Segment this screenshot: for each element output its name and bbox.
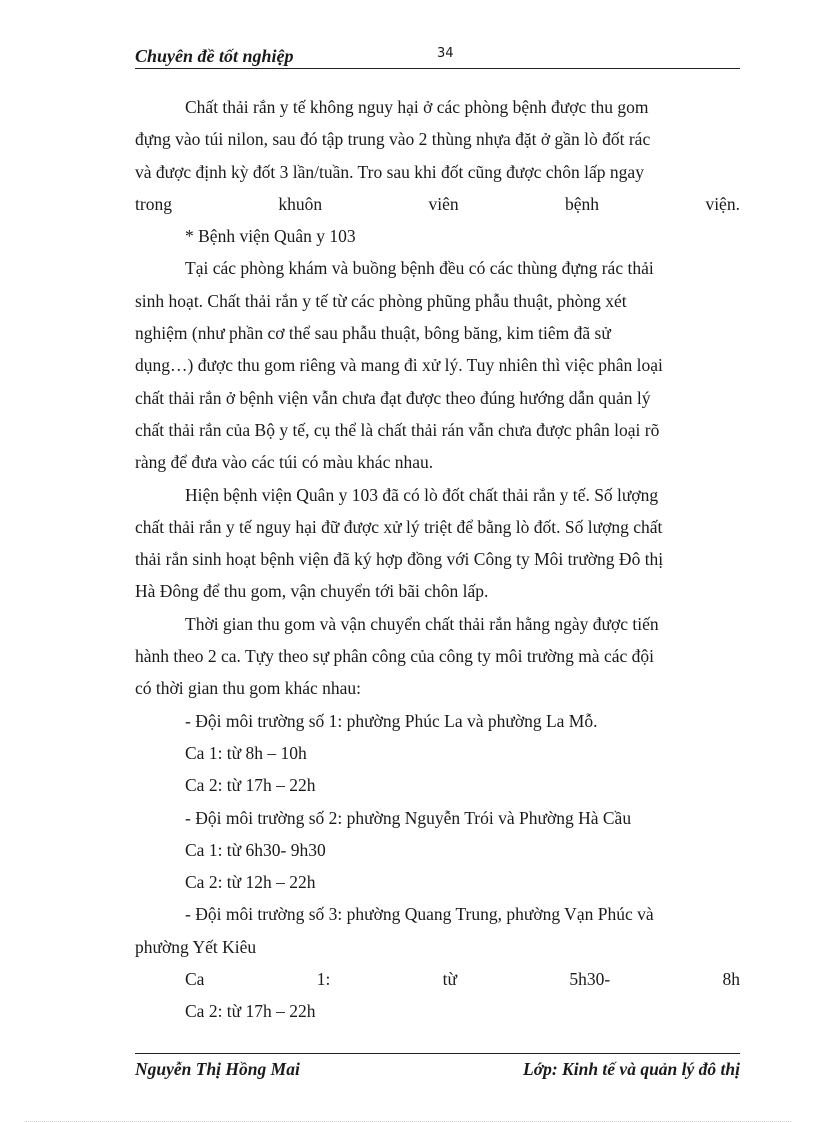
- section-heading: * Bệnh viện Quân y 103: [185, 226, 356, 247]
- word: Ca: [185, 969, 205, 990]
- shift-line: Ca 1: từ 6h30- 9h30: [185, 839, 326, 860]
- shift-line: Ca 2: từ 17h – 22h: [185, 1001, 316, 1022]
- text-line: nghiệm (như phần cơ thể sau phẫu thuật, bông băng, kim tiêm đã sử: [135, 323, 611, 344]
- page-footer: [135, 1053, 740, 1082]
- page-number: 34: [437, 46, 454, 61]
- team-2-line: - Đội môi trường số 2: phường Nguyễn Trói và Phường Hà Cầu: [185, 807, 632, 828]
- team-3-line: - Đội môi trường số 3: phường Quang Trung, phường Vạn Phúc và: [185, 904, 654, 925]
- text-line: hành theo 2 ca. Tựy theo sự phân công của công ty môi trường mà các đội: [135, 646, 654, 667]
- word: 5h30-: [569, 969, 611, 990]
- body-text: [135, 91, 740, 1028]
- text-line: chất thải rắn y tế nguy hại đữ được xử lý triệt để bằng lò đốt. Số lượng chất: [135, 516, 663, 537]
- text-line: Thời gian thu gom và vận chuyển chất thải rắn hằng ngày được tiến: [185, 613, 659, 634]
- shift-line: Ca 2: từ 17h – 22h: [185, 775, 316, 796]
- text-line: và được định kỳ đốt 3 lần/tuần. Tro sau khi đốt cũng được chôn lấp ngay: [135, 161, 644, 182]
- word: 8h: [722, 969, 740, 990]
- page-header: [135, 44, 740, 69]
- author-name: Nguyễn Thị Hồng Mai: [135, 1059, 300, 1079]
- class-label: Lớp: Kinh tế và quản lý đô thị: [523, 1059, 740, 1079]
- justified-line: [135, 188, 740, 220]
- text-line: có thời gian thu gom khác nhau:: [135, 678, 362, 699]
- team-1-line: - Đội môi trường số 1: phường Phúc La và phường La Mỗ.: [185, 710, 598, 731]
- text-line: Hiện bệnh viện Quân y 103 đã có lò đốt chất thải rắn y tế. Số lượng: [185, 484, 659, 505]
- shift-line: Ca 2: từ 12h – 22h: [185, 872, 316, 893]
- text-line: chất thải rắn ở bệnh viện vẫn chưa đạt được theo đúng hướng dẫn quản lý: [135, 387, 651, 408]
- word: từ: [442, 969, 458, 990]
- word: khuôn: [278, 193, 323, 214]
- word: bệnh: [565, 193, 600, 214]
- document-title: Chuyên đề tốt nghiệp: [135, 46, 294, 66]
- shift-line: Ca 1: từ 8h – 10h: [185, 742, 307, 763]
- page-bottom-divider: [25, 1121, 791, 1122]
- text-line: Chất thải rắn y tế không nguy hại ở các phòng bệnh được thu gom: [185, 97, 649, 117]
- text-line: dụng…) được thu gom riêng và mang đi xử lý. Tuy nhiên thì việc phân loại: [135, 355, 663, 376]
- justified-line: [135, 963, 740, 995]
- text-line: ràng để đưa vào các túi có màu khác nhau.: [135, 452, 434, 473]
- word: trong: [135, 193, 172, 214]
- word: 1:: [316, 969, 331, 990]
- text-line: sinh hoạt. Chất thải rắn y tế từ các phòng phũng phẫu thuật, phòng xét: [135, 290, 627, 311]
- text-line: Tại các phòng khám và buồng bệnh đều có các thùng đựng rác thải: [185, 258, 654, 279]
- word: viên: [428, 193, 459, 214]
- text-line: thải rắn sinh hoạt bệnh viện đã ký hợp đồng với Công ty Môi trường Đô thị: [135, 549, 664, 570]
- text-line: chất thải rắn của Bộ y tế, cụ thể là chất thải rán vẫn chưa được phân loại rõ: [135, 419, 660, 440]
- text-line: đựng vào túi nilon, sau đó tập trung vào 2 thùng nhựa đặt ở gần lò đốt rác: [135, 129, 651, 150]
- text-line: phường Yết Kiêu: [135, 936, 257, 957]
- text-line: Hà Đông để thu gom, vận chuyển tới bãi chôn lấp.: [135, 581, 489, 602]
- word: viện.: [705, 193, 740, 214]
